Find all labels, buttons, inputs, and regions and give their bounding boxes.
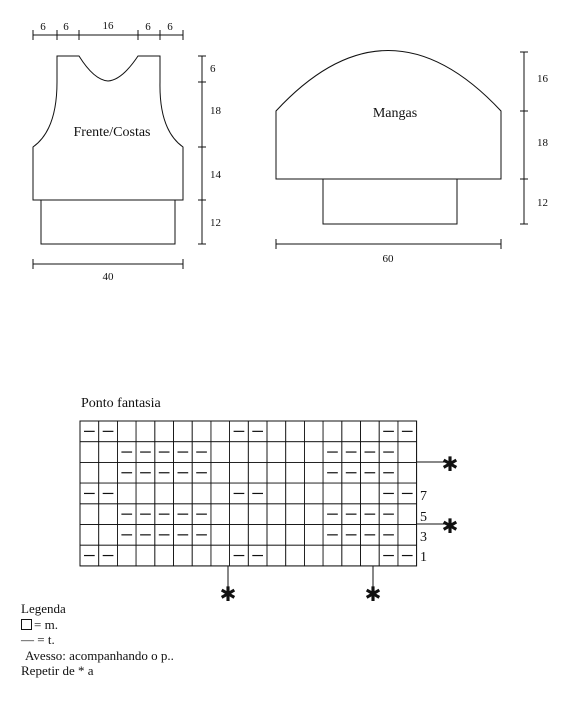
knit-cell [323,483,342,504]
knit-cell [267,462,286,483]
knit-cell [286,545,305,566]
knit-cell [304,504,323,525]
knit-cell [192,421,211,442]
repeat-asterisk-right-lower: ✱ [441,516,459,538]
knit-cell [117,421,136,442]
knit-cell [361,545,380,566]
knit-cell [211,421,230,442]
knit-cell [286,462,305,483]
front-rib-band [41,200,175,244]
sleeve-rib-band [323,179,457,224]
row-number-3: 3 [420,530,427,545]
knit-cell [136,421,155,442]
knit-cell [211,545,230,566]
front-top-dim-5: 6 [167,21,173,33]
knit-cell [248,462,267,483]
knit-cell [267,442,286,463]
front-top-dim-2: 6 [63,21,69,33]
chart-title: Ponto fantasia [81,396,161,411]
knit-cell [267,504,286,525]
knit-cell [342,483,361,504]
knit-cell [267,545,286,566]
row-number-7: 7 [420,489,427,504]
knit-cell [136,545,155,566]
knit-cell [80,504,99,525]
knit-cell [174,483,193,504]
knit-cell [398,525,417,546]
knit-cell [99,525,118,546]
front-side-dim-3: 14 [210,169,221,181]
knit-cell [304,545,323,566]
knit-cell [211,483,230,504]
knit-cell [286,442,305,463]
row-number-5: 5 [420,510,427,525]
knit-cell [286,525,305,546]
knit-cell [361,483,380,504]
knit-cell [99,462,118,483]
legend-title: Legenda [21,601,66,616]
sleeve-side-dim-3: 12 [537,197,548,209]
sleeve-side-dimension-line [520,52,528,224]
front-top-dim-1: 6 [40,21,46,33]
row-number-1: 1 [420,550,427,565]
knit-cell [230,442,249,463]
knit-cell [174,545,193,566]
front-side-dimension-line [198,56,206,244]
repeat-markers [228,462,446,588]
knit-cell [80,525,99,546]
sleeve-width-dimension-line [276,239,501,249]
knit-cell [155,545,174,566]
knit-cell [286,421,305,442]
legend-purl-row [21,632,174,648]
knit-cell [80,442,99,463]
knit-cell [304,483,323,504]
knit-cell [192,545,211,566]
knit-cell [323,545,342,566]
knit-square-icon [21,619,32,630]
knit-cell [211,525,230,546]
knit-cell [267,525,286,546]
legend-knit-text: = m. [34,616,58,632]
knit-cell [248,504,267,525]
knit-cell [304,462,323,483]
knit-cell [361,421,380,442]
knit-cell [267,483,286,504]
front-top-dim-4: 6 [145,21,151,33]
knit-cell [192,483,211,504]
sleeve-side-dim-1: 16 [537,73,548,85]
purl-dash-icon: — [21,632,34,648]
knit-cell [342,545,361,566]
front-side-dim-1: 6 [210,63,216,75]
knit-cell [117,483,136,504]
knit-cell [155,483,174,504]
legend [21,601,174,679]
knit-cell [398,462,417,483]
knit-cell [304,442,323,463]
knit-cell [304,525,323,546]
knit-cell [398,504,417,525]
knit-cell [230,504,249,525]
knit-cell [230,462,249,483]
knit-cell [304,421,323,442]
knit-cell [286,504,305,525]
legend-knit-row [21,617,174,633]
legend-purl-text: = t. [37,632,55,648]
front-side-dim-4: 12 [210,217,221,229]
front-width-dimension-line [33,259,183,269]
knit-cell [99,504,118,525]
front-back-label: Frente/Costas [73,125,151,140]
knit-cell [267,421,286,442]
legend-repeat: Repetir de * a [21,663,94,679]
knit-cell [342,421,361,442]
stitch-chart-grid [80,421,417,566]
knit-cell [80,462,99,483]
sleeve-width-dim: 60 [382,253,394,265]
front-side-dim-2: 18 [210,105,221,117]
knit-cell [211,442,230,463]
knit-cell [323,421,342,442]
repeat-asterisk-bottom-left: ✱ [219,584,237,606]
sleeve-side-dim-2: 18 [537,137,548,149]
knit-cell [211,462,230,483]
knit-cell [248,525,267,546]
knit-cell [230,525,249,546]
front-back-piece [33,20,222,283]
knit-cell [211,504,230,525]
knit-cell [174,421,193,442]
knit-cell [398,442,417,463]
front-width-dim: 40 [102,271,114,283]
repeat-asterisk-bottom-right: ✱ [364,584,382,606]
knit-cell [136,483,155,504]
knit-cell [117,545,136,566]
repeat-asterisk-right-upper: ✱ [441,454,459,476]
sleeve-piece [276,51,549,266]
sleeves-label: Mangas [372,106,418,121]
knit-cell [155,421,174,442]
knit-cell [286,483,305,504]
knit-cell [248,442,267,463]
front-top-dim-3: 16 [102,20,114,32]
legend-wrong-side: Avesso: acompanhando o p.. [25,647,174,663]
knit-cell [99,442,118,463]
